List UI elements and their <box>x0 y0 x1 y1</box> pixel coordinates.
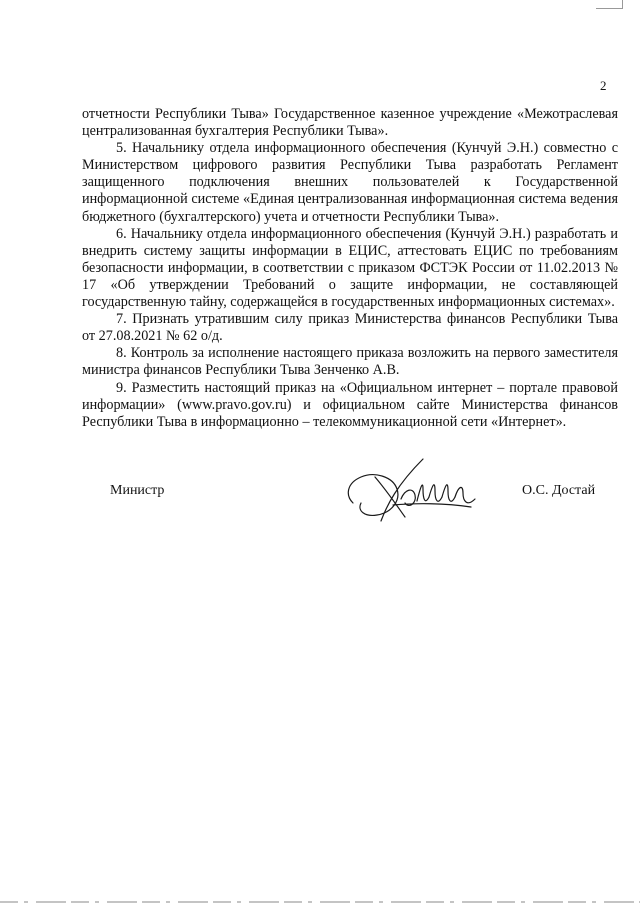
paragraph-item-8: 8. Контроль за исполнение настоящего приказа возложить на первого заместителя министра финансов Республики Тыва Зенченко А.В. <box>82 345 618 379</box>
paragraph-item-9: 9. Разместить настоящий приказ на «Официальном интернет – портале правовой информации» (www.pravo.gov.ru) и официальном сайте Министерства финансов Республики Тыва в информационно – телекоммуникационной сети «Интернет». <box>82 379 618 430</box>
paragraph-item-6: 6. Начальнику отдела информационного обеспечения (Кунчуй Э.Н.) разработать и внедрить систему защиты информации в ЕЦИС, аттестовать ЕЦИС по требованиям безопасности информации, в соответствии с приказом ФСТЭК России от 11.02.2013 № 17 «Об утверждении Требований о защите информации, не составляющей государственную тайну, содержащейся в государственных информационных системах». <box>82 225 618 311</box>
paragraph-continuation: отчетности Республики Тыва» Государственное казенное учреждение «Межотраслевая централизованная бухгалтерия Республики Тыва». <box>82 106 618 140</box>
signatory-title: Министр <box>110 483 165 498</box>
scan-bottom-edge <box>0 896 640 908</box>
handwritten-signature <box>335 455 485 525</box>
page-number: 2 <box>600 78 607 93</box>
paragraph-item-5: 5. Начальнику отдела информационного обеспечения (Кунчуй Э.Н.) совместно с Министерством цифрового развития Республики Тыва разработать Регламент защищенного подключения внешних пользователей к Государственной информационной системе «Единая централизованная информационная система ведения бюджетного (бухгалтерского) учета и отчетности Республики Тыва». <box>82 140 618 225</box>
scan-corner-mark <box>596 0 623 9</box>
signatory-name: О.С. Достай <box>522 483 596 498</box>
paragraph-item-7: 7. Признать утратившим силу приказ Министерства финансов Республики Тыва от 27.08.2021 № 62 о/д. <box>82 311 618 345</box>
document-body <box>82 106 618 431</box>
